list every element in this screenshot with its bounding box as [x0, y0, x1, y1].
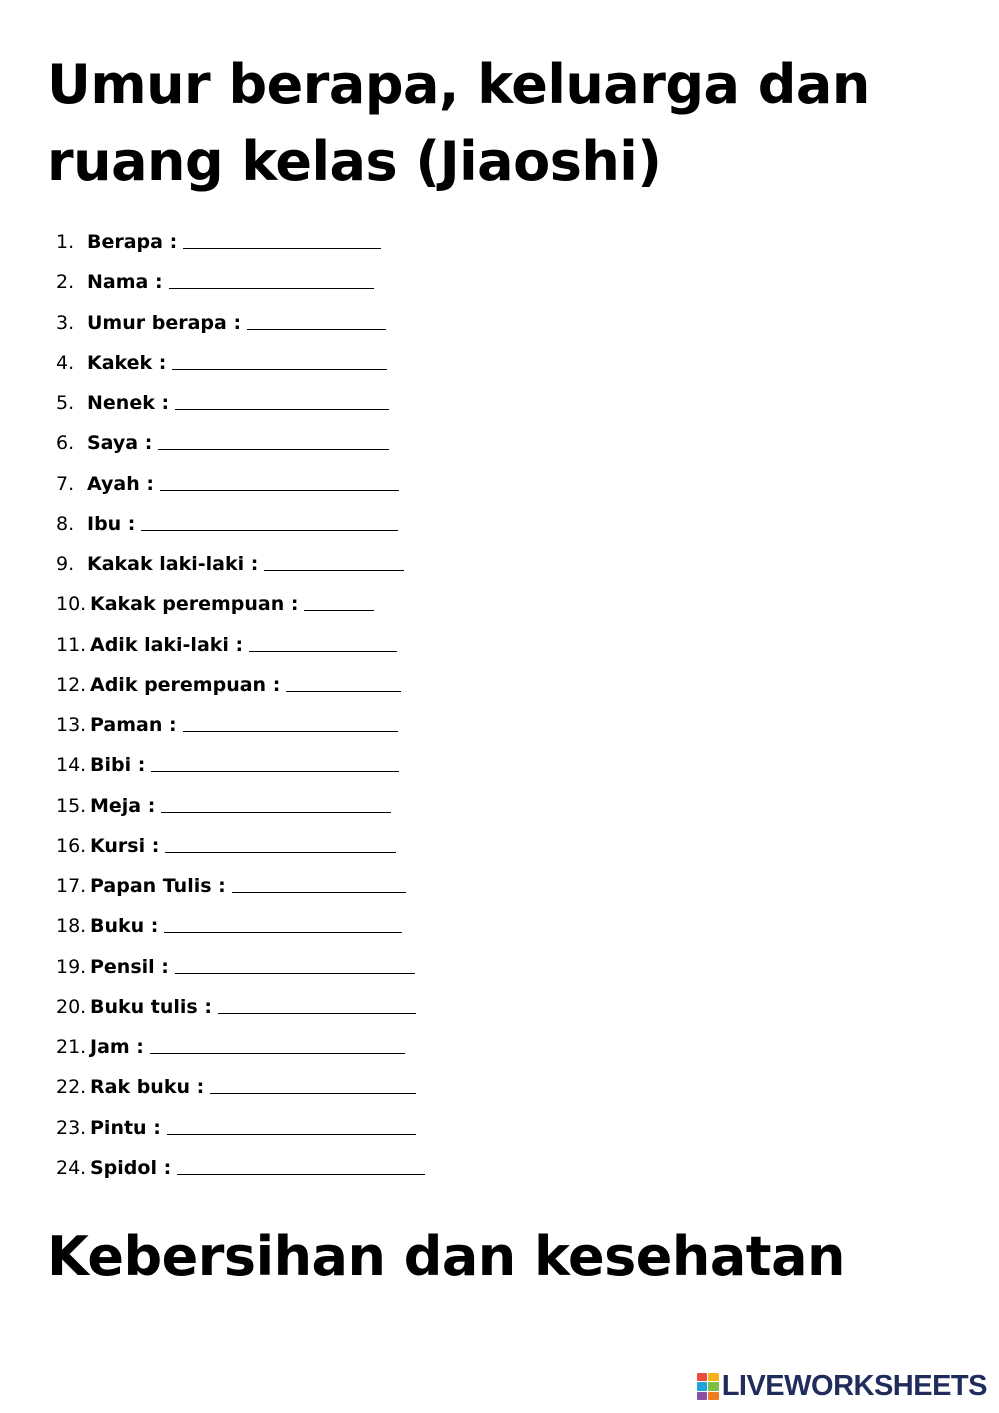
logo-square	[708, 1382, 719, 1390]
logo-square	[697, 1392, 708, 1400]
answer-blank[interactable]	[141, 511, 398, 531]
item-number: 3.	[56, 311, 75, 334]
item-label: Ibu :	[87, 512, 136, 535]
item-number: 11.	[56, 633, 87, 656]
logo-square	[708, 1373, 719, 1381]
list-item	[56, 947, 425, 987]
item-label: Buku :	[90, 915, 159, 938]
answer-blank[interactable]	[158, 430, 389, 450]
answer-blank[interactable]	[218, 994, 416, 1014]
list-item	[56, 665, 425, 705]
item-number: 18.	[56, 915, 87, 938]
answer-blank[interactable]	[175, 390, 389, 410]
answer-blank[interactable]	[177, 1155, 425, 1175]
item-number: 8.	[56, 512, 75, 535]
item-label: Paman :	[90, 714, 177, 737]
list-item	[56, 464, 425, 504]
list-item	[56, 504, 425, 544]
list-item	[56, 906, 425, 946]
item-label: Papan Tulis :	[90, 875, 226, 898]
item-number: 16.	[56, 834, 87, 857]
item-number: 22.	[56, 1076, 87, 1099]
answer-blank[interactable]	[232, 873, 406, 893]
item-number: 1.	[56, 231, 75, 254]
item-number: 14.	[56, 754, 87, 777]
worksheet-title-line-1: Umur berapa, keluarga dan	[47, 53, 870, 116]
answer-blank[interactable]	[165, 833, 396, 853]
answer-blank[interactable]	[167, 1115, 416, 1135]
list-item	[56, 786, 425, 826]
list-item	[56, 987, 425, 1027]
item-number: 20.	[56, 995, 87, 1018]
item-label: Adik laki-laki :	[90, 633, 244, 656]
item-number: 9.	[56, 553, 75, 576]
list-item	[56, 1027, 425, 1067]
item-label: Berapa :	[87, 231, 178, 254]
answer-blank[interactable]	[210, 1074, 416, 1094]
item-label: Kursi :	[90, 834, 160, 857]
item-number: 5.	[56, 392, 75, 415]
list-item	[56, 262, 425, 302]
item-number: 6.	[56, 432, 75, 455]
answer-blank[interactable]	[286, 672, 401, 692]
answer-blank[interactable]	[169, 269, 374, 289]
item-label: Saya :	[87, 432, 153, 455]
item-label: Umur berapa :	[87, 311, 242, 334]
brand-text: LIVEWORKSHEETS	[721, 1370, 987, 1402]
list-item	[56, 222, 425, 262]
item-label: Nama :	[87, 271, 163, 294]
item-number: 24.	[56, 1156, 87, 1179]
answer-blank[interactable]	[183, 712, 398, 732]
section-title: Kebersihan dan kesehatan	[47, 1225, 845, 1288]
list-item	[56, 303, 425, 343]
list-item	[56, 826, 425, 866]
list-item	[56, 1108, 425, 1148]
item-label: Pintu :	[90, 1116, 161, 1139]
item-number: 15.	[56, 794, 87, 817]
answer-blank[interactable]	[264, 551, 404, 571]
item-label: Bibi :	[90, 754, 146, 777]
answer-blank[interactable]	[150, 1034, 405, 1054]
item-label: Jam :	[90, 1036, 144, 1059]
answer-blank[interactable]	[164, 913, 402, 933]
item-number: 10.	[56, 593, 87, 616]
answer-blank[interactable]	[160, 471, 399, 491]
list-item	[56, 584, 425, 624]
item-number: 13.	[56, 714, 87, 737]
answer-blank[interactable]	[172, 350, 387, 370]
list-item	[56, 1148, 425, 1188]
answer-blank[interactable]	[304, 591, 374, 611]
item-label: Ayah :	[87, 472, 154, 495]
answer-blank[interactable]	[151, 752, 399, 772]
item-label: Kakak laki-laki :	[87, 553, 259, 576]
list-item	[56, 705, 425, 745]
logo-square	[697, 1382, 708, 1390]
list-item	[56, 423, 425, 463]
logo-square	[708, 1392, 719, 1400]
item-label: Meja :	[90, 794, 156, 817]
answer-blank[interactable]	[247, 310, 386, 330]
answer-blank[interactable]	[249, 632, 397, 652]
item-label: Adik perempuan :	[90, 673, 281, 696]
item-number: 21.	[56, 1036, 87, 1059]
worksheet-title	[47, 46, 947, 200]
list-item	[56, 866, 425, 906]
item-number: 19.	[56, 955, 87, 978]
list-item	[56, 383, 425, 423]
list-item	[56, 544, 425, 584]
item-label: Pensil :	[90, 955, 169, 978]
answer-blank[interactable]	[183, 229, 381, 249]
list-item	[56, 745, 425, 785]
logo-square	[697, 1373, 708, 1381]
list-item	[56, 343, 425, 383]
item-number: 7.	[56, 472, 75, 495]
item-label: Kakek :	[87, 351, 167, 374]
item-number: 23.	[56, 1116, 87, 1139]
item-label: Kakak perempuan :	[90, 593, 299, 616]
question-list	[56, 222, 425, 1188]
answer-blank[interactable]	[161, 793, 391, 813]
item-number: 4.	[56, 351, 75, 374]
worksheet-title-line-2: ruang kelas (Jiaoshi)	[47, 130, 662, 193]
liveworksheets-logo-icon	[697, 1373, 719, 1400]
item-number: 12.	[56, 673, 87, 696]
item-label: Buku tulis :	[90, 995, 212, 1018]
list-item	[56, 1067, 425, 1107]
item-label: Spidol :	[90, 1156, 172, 1179]
liveworksheets-brand	[697, 1370, 987, 1403]
list-item	[56, 625, 425, 665]
item-number: 17.	[56, 875, 87, 898]
item-label: Nenek :	[87, 392, 170, 415]
answer-blank[interactable]	[175, 954, 415, 974]
item-label: Rak buku :	[90, 1076, 205, 1099]
item-number: 2.	[56, 271, 75, 294]
